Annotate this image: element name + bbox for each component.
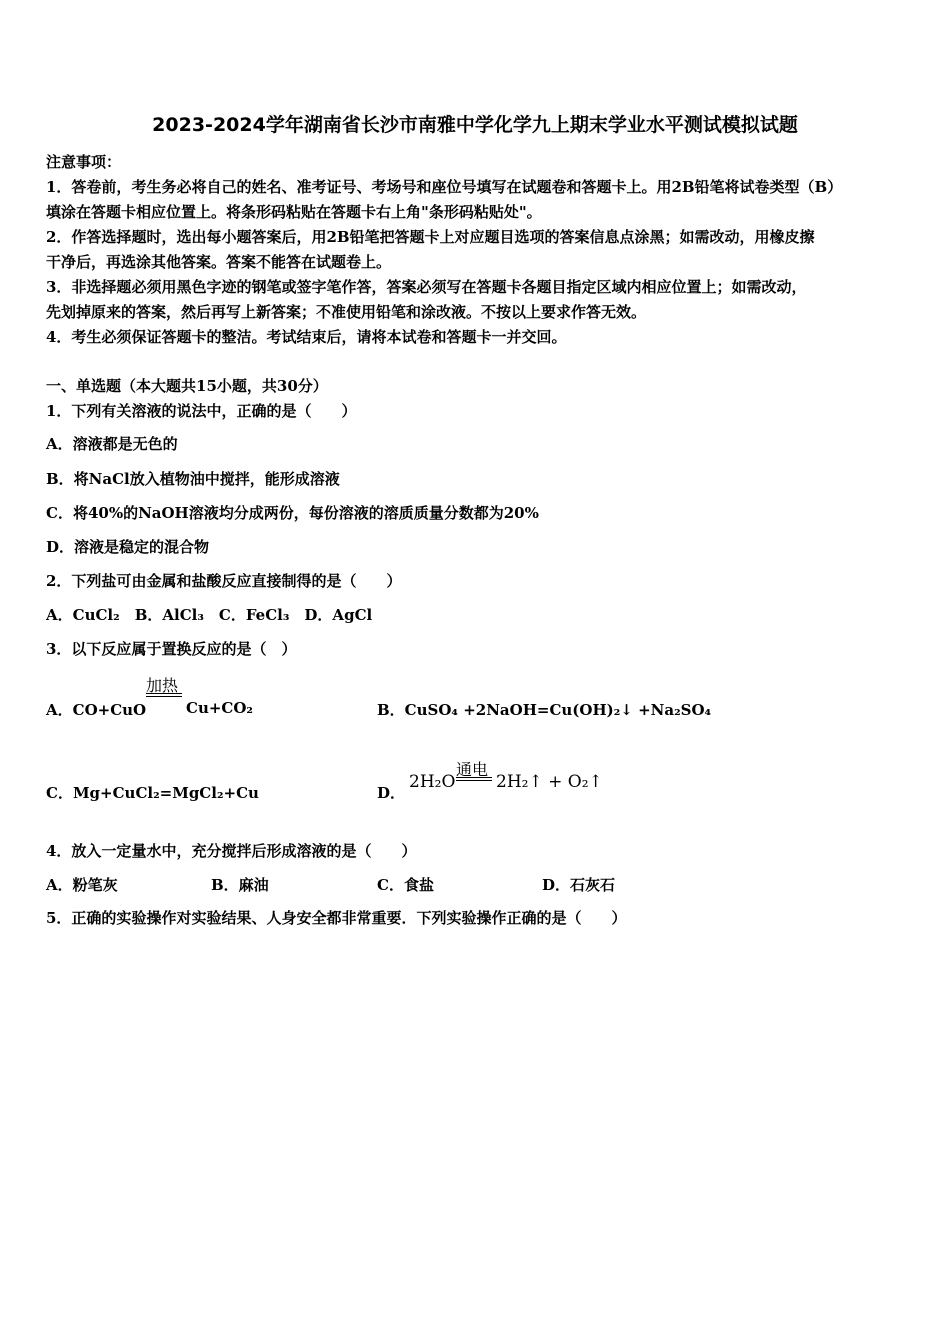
question-3-stem: 3．以下反应属于置换反应的是（ ） [46, 640, 297, 658]
question-3-option-a-products: Cu+CO₂ [186, 699, 253, 717]
question-3-option-d-label: D． [377, 784, 406, 802]
question-1-option-a: A．溶液都是无色的 [46, 435, 178, 453]
page-title: 2023-2024学年湖南省长沙市南雅中学化学九上期末学业水平测试模拟试题 [152, 114, 798, 136]
question-4-option-a: A．粉笔灰 [46, 876, 118, 894]
note-2-line-2: 干净后，再选涂其他答案。答案不能答在试题卷上。 [46, 253, 392, 271]
question-4-option-b: B．麻油 [211, 876, 269, 894]
note-1-line-1: 1．答卷前，考生务必将自己的姓名、准考证号、考场号和座位号填写在试题卷和答题卡上。用2B铅笔将试卷类型（B） [46, 178, 843, 196]
note-2-line-1: 2．作答选择题时，选出每小题答案后，用2B铅笔把答题卡上对应题目选项的答案信息点涂黑；如需改动，用橡皮擦 [46, 228, 815, 246]
note-1-line-2: 填涂在答题卡相应位置上。将条形码粘贴在答题卡右上角"条形码粘贴处"。 [46, 203, 542, 221]
question-2-stem: 2．下列盐可由金属和盐酸反应直接制得的是（ ） [46, 572, 402, 590]
question-1-stem: 1．下列有关溶液的说法中，正确的是（ ） [46, 402, 357, 420]
note-4: 4．考生必须保证答题卡的整洁。考试结束后，请将本试卷和答题卡一并交回。 [46, 328, 567, 346]
question-4-option-d: D．石灰石 [542, 876, 616, 894]
question-2-options: A．CuCl₂ B．AlCl₃ C．FeCl₃ D．AgCl [46, 606, 373, 624]
question-1-option-c: C．将40%的NaOH溶液均分成两份，每份溶液的溶质质量分数都为20% [46, 504, 539, 522]
question-5-stem: 5．正确的实验操作对实验结果、人身安全都非常重要．下列实验操作正确的是（ ） [46, 909, 627, 927]
reaction-arrow-line [456, 777, 492, 778]
question-3-option-a-reactants: A．CO+CuO [46, 701, 147, 719]
question-3-option-c: C．Mg+CuCl₂=MgCl₂+Cu [46, 784, 259, 802]
question-3-option-d-condition: 通电 [456, 760, 489, 779]
question-1-option-d: D．溶液是稳定的混合物 [46, 538, 210, 556]
section-heading: 一、单选题（本大题共15小题，共30分） [46, 377, 328, 395]
question-1-option-b: B．将NaCl放入植物油中搅拌，能形成溶液 [46, 470, 340, 488]
reaction-arrow-line [146, 693, 182, 694]
question-3-option-d-reactants: 2H₂O [409, 772, 456, 792]
question-4-option-c: C．食盐 [377, 876, 434, 894]
reaction-arrow-line [456, 780, 492, 781]
question-3-option-a-condition: 加热 [146, 676, 179, 695]
note-3-line-2: 先划掉原来的答案，然后再写上新答案；不准使用铅笔和涂改液。不按以上要求作答无效。 [46, 303, 647, 321]
reaction-arrow-line [146, 696, 182, 697]
question-4-stem: 4．放入一定量水中，充分搅拌后形成溶液的是（ ） [46, 842, 417, 860]
question-3-option-b: B．CuSO₄ +2NaOH=Cu(OH)₂↓ +Na₂SO₄ [377, 701, 712, 719]
notes-heading: 注意事项： [46, 153, 122, 171]
question-3-option-d-products: 2H₂↑ + O₂↑ [496, 772, 603, 792]
note-3-line-1: 3．非选择题必须用黑色字迹的钢笔或签字笔作答，答案必须写在答题卡各题目指定区域内相应位置上；如需改动， [46, 278, 807, 296]
